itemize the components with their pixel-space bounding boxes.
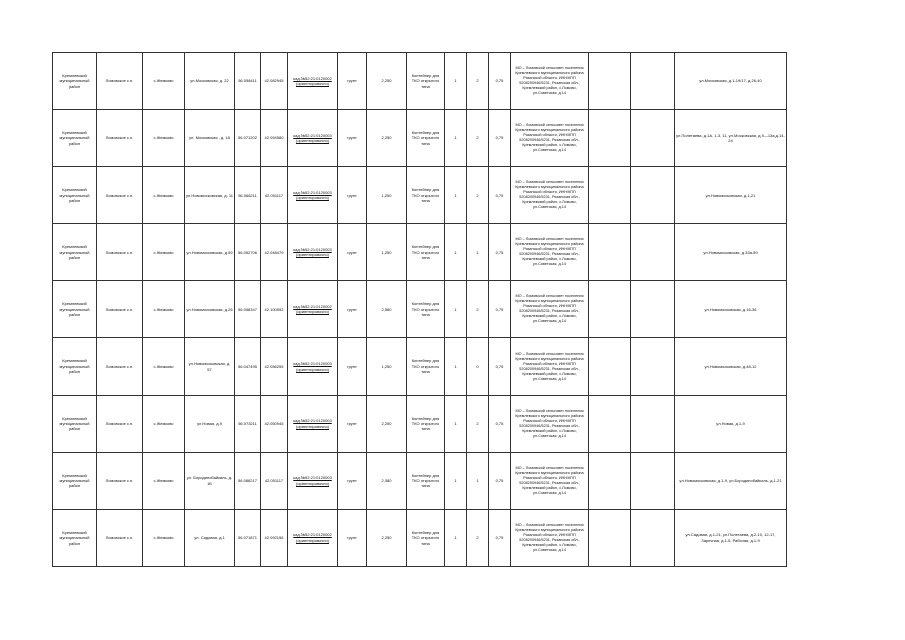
cadastral-cell	[288, 452, 338, 509]
district-cell-text: Кремлевский муниципальный район	[59, 472, 90, 489]
container-type-cell-text: Контейнер для ТКО открытого типа	[411, 187, 440, 203]
settlement-cell	[97, 395, 143, 452]
street-cell	[185, 53, 235, 110]
container-count-cell	[445, 110, 467, 167]
latitude-cell-text: 56.071202	[238, 135, 257, 141]
container-planned-cell	[467, 53, 489, 110]
served-addresses-cell-text: ул.Новая, д.1-9	[716, 420, 745, 426]
served-addresses-cell	[675, 224, 787, 281]
settlement-cell-text: Ломовское с.п.	[105, 192, 134, 198]
table-row	[53, 53, 787, 110]
container-volume-cell-text: 0,75	[495, 306, 504, 312]
cadastral-cell-text: кад.№52:21:0120003 (ориентировочно)	[293, 418, 332, 429]
container-planned-cell	[467, 281, 489, 338]
area-cell-text: 1,250	[381, 363, 392, 369]
container-count-cell-text: 1	[454, 78, 457, 84]
served-addresses-cell-text: ул.Новомосковская, д.1-21	[705, 192, 756, 198]
container-planned-cell	[467, 167, 489, 224]
locality-cell	[143, 224, 185, 281]
settlement-cell	[97, 167, 143, 224]
area-cell	[367, 452, 407, 509]
container-volume-cell-text: 0,75	[495, 478, 504, 483]
served-addresses-cell	[675, 338, 787, 395]
served-addresses-cell-text: ул.Новомосковская, д.16-36	[704, 306, 757, 312]
cadastral-cell	[288, 167, 338, 224]
table-row	[53, 395, 787, 452]
owner-cell-text: МО – Ломовской сельсовет поселения Кремлевского муниципального района Рязанской области, ИНН/КПП 5208200946/5231, Рязанская обл., Кремлевский район, с.Ломово, ул.Советская, д.14	[515, 465, 584, 495]
settlement-cell-text: Ломовское с.п.	[105, 535, 134, 541]
street-cell-text: ул.Новомосковская, д. 11	[186, 192, 234, 198]
table-row	[53, 281, 787, 338]
served-addresses-cell-text: ул.Садовая, д.1-21, ул.Полетаева, д.2-10, 12-17, Заречная, д.1-5, Рабочая, д.1-9	[685, 532, 776, 543]
area-cell	[367, 338, 407, 395]
longitude-cell	[261, 281, 288, 338]
district-cell-text: Кремлевский муниципальный район	[59, 301, 90, 318]
empty-cell	[589, 167, 631, 224]
empty-cell	[589, 509, 631, 566]
latitude-cell	[235, 281, 261, 338]
owner-cell	[511, 53, 589, 110]
served-addresses-cell	[675, 110, 787, 167]
container-count-cell-text: 1	[454, 363, 457, 369]
latitude-cell	[235, 452, 261, 509]
longitude-cell-text: 42.051117	[264, 478, 284, 483]
surface-cell	[338, 452, 367, 509]
area-cell-text: 2,250	[381, 135, 392, 141]
served-addresses-cell	[675, 53, 787, 110]
table-row	[53, 509, 787, 566]
container-type-cell-text: Контейнер для ТКО открытого типа	[411, 130, 440, 146]
cadastral-cell-text: кад.№52:21:0120002 (ориентировочно)	[293, 75, 332, 87]
locality-cell	[143, 110, 185, 167]
container-count-cell	[445, 281, 467, 338]
container-planned-cell-text: 1	[476, 478, 479, 483]
district-cell	[53, 338, 97, 395]
area-cell-text: 2,250	[381, 535, 392, 541]
container-planned-cell-text: 2	[476, 420, 479, 426]
container-planned-cell-text: 2	[476, 535, 479, 541]
owner-cell-text: МО – Ломовской сельсовет поселения Кремлевского муниципального района Рязанской области, ИНН/КПП 5208200946/5231, Рязанская обл., Кремлевский район, с.Ломово, ул.Советская, д.14	[515, 123, 584, 153]
surface-cell-text: грунт	[347, 363, 357, 369]
container-planned-cell-text: 2	[476, 78, 479, 84]
district-cell	[53, 224, 97, 281]
area-cell-text: 2,380	[381, 478, 392, 483]
street-cell	[185, 167, 235, 224]
table-row	[53, 224, 787, 281]
container-volume-cell	[489, 338, 511, 395]
locality-cell	[143, 338, 185, 395]
empty-cell	[631, 53, 675, 110]
locality-cell	[143, 452, 185, 509]
street-cell-text: ул. Бородинобайкаль, д. 1Б	[186, 475, 233, 486]
container-count-cell	[445, 395, 467, 452]
served-addresses-cell	[675, 395, 787, 452]
surface-cell-text: грунт	[347, 306, 357, 312]
empty-cell	[631, 452, 675, 509]
owner-cell	[511, 281, 589, 338]
container-type-cell-text: Контейнер для ТКО открытого типа	[411, 529, 440, 546]
cadastral-cell	[288, 53, 338, 110]
container-planned-cell-text: 2	[476, 135, 479, 141]
container-planned-cell	[467, 509, 489, 566]
longitude-cell	[261, 167, 288, 224]
street-cell-text: ул. Московская , д. 18	[189, 135, 230, 141]
longitude-cell-text: 42.056255	[264, 363, 284, 369]
locality-cell	[143, 509, 185, 566]
container-volume-cell	[489, 110, 511, 167]
area-cell	[367, 110, 407, 167]
street-cell-text: ул.Новомосковская, д.59	[186, 249, 233, 255]
settlement-cell-text: Ломовское с.п.	[105, 420, 134, 426]
settlement-cell	[97, 110, 143, 167]
container-volume-cell-text: 0,75	[495, 249, 504, 255]
surface-cell-text: грунт	[347, 249, 357, 255]
locality-cell	[143, 53, 185, 110]
owner-cell-text: МО – Ломовской сельсовет поселения Кремлевского муниципального района Рязанской области, ИНН/КПП 5208200946/5231, Рязанская обл., Кремлевский район, с.Ломово, ул.Советская, д.14	[515, 294, 584, 324]
container-type-cell-text: Контейнер для ТКО открытого типа	[411, 358, 440, 375]
container-count-cell-text: 1	[454, 192, 457, 198]
container-type-cell-text: Контейнер для ТКО открытого типа	[411, 301, 440, 318]
settlement-cell-text: Ломовское с.п.	[105, 478, 134, 483]
container-count-cell	[445, 338, 467, 395]
surface-cell	[338, 224, 367, 281]
longitude-cell-text: 42.092156	[264, 535, 284, 541]
table-row	[53, 452, 787, 509]
owner-cell	[511, 509, 589, 566]
empty-cell	[589, 395, 631, 452]
empty-cell	[589, 338, 631, 395]
longitude-cell-text: 42.100592	[264, 306, 284, 312]
table-row	[53, 110, 787, 167]
latitude-cell-text: 56.047495	[238, 363, 257, 369]
locality-cell-text: с.Жемково	[153, 78, 174, 84]
longitude-cell-text: 42.048479	[264, 249, 284, 255]
latitude-cell-text: 56.066211	[238, 192, 257, 198]
surface-cell	[338, 395, 367, 452]
latitude-cell	[235, 338, 261, 395]
area-cell-text: 2,250	[381, 78, 392, 84]
settlement-cell-text: Ломовское с.п.	[105, 135, 134, 141]
area-cell-text: 2,250	[381, 420, 392, 426]
surface-cell-text: грунт	[347, 535, 357, 541]
surface-cell-text: грунт	[347, 135, 357, 141]
empty-cell	[631, 509, 675, 566]
longitude-cell-text: 42.094580	[264, 135, 284, 141]
cadastral-cell-text: кад.№52:21:0120002 (ориентировочно)	[293, 532, 332, 543]
container-volume-cell	[489, 509, 511, 566]
container-type-cell-text: Контейнер для ТКО открытого типа	[411, 415, 440, 432]
container-volume-cell-text: 0,75	[495, 192, 504, 198]
empty-cell	[589, 53, 631, 110]
container-type-cell	[407, 167, 445, 224]
latitude-cell-text: 56.058411	[238, 78, 257, 84]
locality-cell	[143, 395, 185, 452]
longitude-cell	[261, 509, 288, 566]
container-planned-cell	[467, 110, 489, 167]
cadastral-cell-text: кад.№52:21:0120003 (ориентировочно)	[293, 475, 332, 486]
district-cell-text: Кремлевский муниципальный район	[59, 244, 90, 261]
street-cell	[185, 452, 235, 509]
served-addresses-cell-text: ул.Полетаева, д.1А, 1-3, 11, ул.Московская, д.9—13а,д.14-24	[676, 132, 785, 144]
surface-cell-text: грунт	[347, 192, 357, 198]
street-cell	[185, 509, 235, 566]
container-count-cell-text: 1	[454, 249, 457, 255]
served-addresses-cell	[675, 167, 787, 224]
owner-cell-text: МО – Ломовской сельсовет поселения Кремлевского муниципального района Рязанской области, ИНН/КПП 5208200946/5231, Рязанская обл., Кремлевский район, с.Ломово, ул.Советская, д.14	[515, 522, 584, 552]
locality-cell-text: с.Жемково	[153, 306, 174, 312]
latitude-cell	[235, 167, 261, 224]
street-cell-text: ул.Новомосковская, д. 57	[188, 361, 231, 372]
container-type-cell	[407, 338, 445, 395]
cadastral-cell-text: кад.№52:21:0120003 (ориентировочно)	[293, 189, 332, 201]
area-cell	[367, 53, 407, 110]
container-planned-cell	[467, 338, 489, 395]
settlement-cell	[97, 338, 143, 395]
district-cell-text: Кремлевский муниципальный район	[59, 529, 90, 546]
district-cell-text: Кремлевский муниципальный район	[59, 72, 90, 89]
empty-cell	[631, 224, 675, 281]
district-cell-text: Кремлевский муниципальный район	[59, 187, 90, 203]
district-cell-text: Кремлевский муниципальный район	[59, 415, 90, 432]
district-cell	[53, 509, 97, 566]
cadastral-cell-text: кад.№52:21:0120003 (ориентировочно)	[293, 361, 332, 372]
empty-cell	[589, 281, 631, 338]
container-planned-cell	[467, 395, 489, 452]
settlement-cell	[97, 281, 143, 338]
container-planned-cell-text: 0	[476, 363, 479, 369]
locality-cell-text: с.Жемково	[153, 420, 174, 426]
container-type-cell	[407, 452, 445, 509]
district-cell-text: Кремлевский муниципальный район	[59, 358, 90, 375]
empty-cell	[631, 110, 675, 167]
container-volume-cell-text: 0,75	[495, 420, 504, 426]
surface-cell	[338, 509, 367, 566]
container-planned-cell-text: 1	[476, 249, 479, 255]
container-volume-cell	[489, 281, 511, 338]
container-count-cell-text: 1	[454, 135, 457, 141]
owner-cell	[511, 338, 589, 395]
container-volume-cell-text: 0,75	[495, 135, 504, 141]
settlement-cell-text: Ломовское с.п.	[105, 363, 134, 369]
empty-cell	[589, 452, 631, 509]
surface-cell-text: грунт	[347, 78, 357, 84]
container-type-cell	[407, 110, 445, 167]
owner-cell	[511, 167, 589, 224]
area-cell-text: 1,250	[381, 192, 392, 198]
owner-cell-text: МО – Ломовской сельсовет поселения Кремлевского муниципального района Рязанской области, ИНН/КПП 5208200946/5231, Рязанская обл., Кремлевский район, с.Ломово, ул.Советская, д.14	[515, 408, 584, 438]
empty-cell	[631, 338, 675, 395]
cadastral-cell-text: кад.№52:21:0120003 (ориентировочно)	[293, 246, 332, 258]
cadastral-cell-text: кад.№52:21:0120002 (ориентировочно)	[293, 304, 332, 315]
latitude-cell	[235, 224, 261, 281]
table-row	[53, 167, 787, 224]
street-cell-text: ул.Московская, д. 22	[190, 78, 229, 84]
latitude-cell-text: 56.086217	[238, 478, 257, 483]
area-cell	[367, 224, 407, 281]
served-addresses-cell	[675, 281, 787, 338]
container-type-cell	[407, 224, 445, 281]
surface-cell-text: грунт	[347, 478, 357, 483]
container-type-cell-text: Контейнер для ТКО открытого типа	[411, 72, 440, 89]
area-cell	[367, 281, 407, 338]
latitude-cell	[235, 53, 261, 110]
longitude-cell-text: 42.050945	[264, 420, 284, 426]
cadastral-cell-text: кад.№52:21:0120003 (ориентировочно)	[293, 132, 332, 144]
longitude-cell	[261, 110, 288, 167]
container-count-cell-text: 1	[454, 306, 457, 312]
street-cell	[185, 224, 235, 281]
street-cell	[185, 110, 235, 167]
owner-cell-text: МО – Ломовской сельсовет поселения Кремлевского муниципального района Рязанской области, ИНН/КПП 5208200946/5231, Рязанская обл., Кремлевский район, с.Ломово, ул.Советская, д.14	[515, 237, 584, 267]
district-cell	[53, 281, 97, 338]
container-planned-cell-text: 2	[476, 192, 479, 198]
cadastral-cell	[288, 224, 338, 281]
container-planned-cell	[467, 224, 489, 281]
longitude-cell-text: 42.082945	[264, 78, 284, 84]
latitude-cell-text: 56.071871	[238, 535, 257, 541]
district-cell	[53, 452, 97, 509]
container-volume-cell	[489, 452, 511, 509]
owner-cell	[511, 395, 589, 452]
container-count-cell-text: 1	[454, 478, 457, 483]
owner-cell-text: МО – Ломовской сельсовет поселения Кремлевского муниципального района Рязанской области, ИНН/КПП 5208200946/5231, Рязанская обл., Кремлевский район, с.Ломово, ул.Советская, д.14	[515, 66, 584, 96]
container-count-cell-text: 1	[454, 420, 457, 426]
served-addresses-cell-text: ул.Новомосковская, д.1-9, ул.Бородинобайкаль, д.1-21	[679, 478, 782, 483]
served-addresses-cell-text: ул.Новомосковская, д.48-12	[704, 363, 757, 369]
owner-cell	[511, 224, 589, 281]
street-cell	[185, 395, 235, 452]
latitude-cell-text: 56.058347	[238, 306, 257, 312]
empty-cell	[589, 224, 631, 281]
waste-sites-table	[52, 52, 787, 567]
container-count-cell	[445, 167, 467, 224]
longitude-cell	[261, 338, 288, 395]
container-volume-cell-text: 0,75	[495, 535, 504, 541]
longitude-cell	[261, 53, 288, 110]
surface-cell-text: грунт	[347, 420, 357, 426]
locality-cell-text: с.Жемково	[153, 478, 174, 483]
container-type-cell-text: Контейнер для ТКО открытого типа	[411, 244, 440, 261]
container-volume-cell	[489, 224, 511, 281]
table-row	[53, 338, 787, 395]
container-count-cell-text: 1	[454, 535, 457, 541]
latitude-cell	[235, 395, 261, 452]
settlement-cell-text: Ломовское с.п.	[105, 306, 134, 312]
surface-cell	[338, 338, 367, 395]
container-planned-cell-text: 2	[476, 306, 479, 312]
street-cell-text: ул.Новая, д.9	[197, 420, 222, 426]
container-volume-cell-text: 0,75	[495, 363, 504, 369]
container-count-cell	[445, 53, 467, 110]
latitude-cell	[235, 110, 261, 167]
owner-cell-text: МО – Ломовской сельсовет поселения Кремлевского муниципального района Рязанской области, ИНН/КПП 5208200946/5231, Рязанская обл., Кремлевский район, с.Ломово, ул.Советская, д.14	[515, 351, 584, 381]
locality-cell-text: с.Жемково	[153, 135, 174, 141]
empty-cell	[631, 395, 675, 452]
container-count-cell	[445, 452, 467, 509]
served-addresses-cell-text: ул.Московская, д.1-19/17, д.26-40	[699, 78, 762, 84]
container-type-cell	[407, 53, 445, 110]
street-cell-text: ул.Новомосковская, д.26	[186, 306, 233, 312]
district-cell	[53, 395, 97, 452]
served-addresses-cell-text: ул.Новомосковская, д.33а-59	[703, 249, 758, 255]
empty-cell	[631, 281, 675, 338]
container-type-cell	[407, 395, 445, 452]
empty-cell	[589, 110, 631, 167]
settlement-cell-text: Ломовское с.п.	[105, 78, 134, 84]
locality-cell-text: с.Жемково	[153, 535, 174, 541]
latitude-cell-text: 56.052706	[238, 249, 257, 255]
longitude-cell	[261, 452, 288, 509]
street-cell-text: ул. Садовая, д.1	[194, 535, 225, 541]
settlement-cell	[97, 509, 143, 566]
surface-cell	[338, 53, 367, 110]
container-type-cell	[407, 509, 445, 566]
container-volume-cell	[489, 53, 511, 110]
area-cell	[367, 395, 407, 452]
owner-cell-text: МО – Ломовской сельсовет поселения Кремлевского муниципального района Рязанской области, ИНН/КПП 5208200946/5231, Рязанская обл., Кремлевский район, с.Ломово, ул.Советская, д.14	[515, 180, 584, 210]
cadastral-cell	[288, 110, 338, 167]
served-addresses-cell	[675, 452, 787, 509]
owner-cell	[511, 110, 589, 167]
area-cell-text: 1,250	[381, 249, 392, 255]
cadastral-cell	[288, 395, 338, 452]
container-planned-cell	[467, 452, 489, 509]
area-cell-text: 2,580	[381, 306, 392, 312]
owner-cell	[511, 452, 589, 509]
container-count-cell	[445, 224, 467, 281]
area-cell	[367, 509, 407, 566]
longitude-cell	[261, 395, 288, 452]
latitude-cell	[235, 509, 261, 566]
surface-cell	[338, 167, 367, 224]
container-volume-cell	[489, 167, 511, 224]
container-volume-cell-text: 0,75	[495, 78, 504, 84]
district-cell-text: Кремлевский муниципальный район	[59, 130, 90, 146]
street-cell	[185, 338, 235, 395]
longitude-cell-text: 42.051117	[264, 192, 284, 198]
settlement-cell-text: Ломовское с.п.	[105, 249, 134, 255]
locality-cell	[143, 281, 185, 338]
surface-cell	[338, 281, 367, 338]
longitude-cell	[261, 224, 288, 281]
cadastral-cell	[288, 281, 338, 338]
cadastral-cell	[288, 338, 338, 395]
area-cell	[367, 167, 407, 224]
container-type-cell	[407, 281, 445, 338]
document-sheet	[52, 52, 785, 567]
locality-cell-text: с.Жемково	[153, 192, 174, 198]
container-count-cell	[445, 509, 467, 566]
settlement-cell	[97, 224, 143, 281]
district-cell	[53, 53, 97, 110]
district-cell	[53, 167, 97, 224]
locality-cell	[143, 167, 185, 224]
locality-cell-text: с.Жемково	[153, 363, 174, 369]
container-volume-cell	[489, 395, 511, 452]
container-type-cell-text: Контейнер для ТКО открытого типа	[411, 472, 440, 489]
surface-cell	[338, 110, 367, 167]
cadastral-cell	[288, 509, 338, 566]
settlement-cell	[97, 452, 143, 509]
street-cell	[185, 281, 235, 338]
locality-cell-text: с.Жемково	[153, 249, 174, 255]
empty-cell	[631, 167, 675, 224]
settlement-cell	[97, 53, 143, 110]
served-addresses-cell	[675, 509, 787, 566]
latitude-cell-text: 56.073211	[238, 420, 257, 426]
district-cell	[53, 110, 97, 167]
